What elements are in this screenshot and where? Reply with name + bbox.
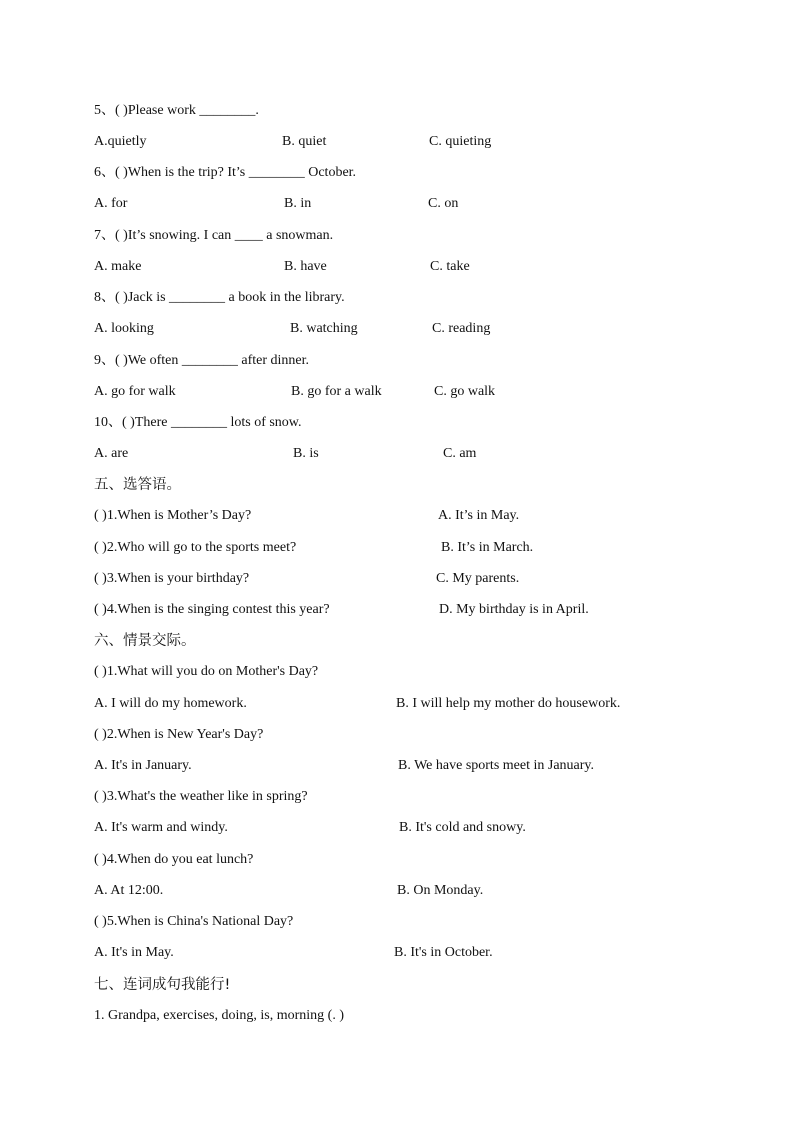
option-b: B. in: [284, 196, 312, 211]
match-answer: C. My parents.: [436, 571, 520, 586]
sentence-item-1: 1. Grandpa, exercises, doing, is, morning (. ): [94, 1008, 344, 1023]
dialog-4-question: ( )4.When do you eat lunch?: [94, 852, 254, 867]
option-b: B. quiet: [282, 134, 327, 149]
option-c: C. quieting: [429, 134, 492, 149]
match-answer: B. It’s in March.: [441, 540, 534, 555]
section-5-title: 五、选答语。: [94, 477, 181, 493]
option-b: B. go for a walk: [291, 384, 382, 399]
option-a: A. It's in May.: [94, 945, 174, 960]
option-b: B. On Monday.: [397, 883, 484, 898]
match-question: ( )1.When is Mother’s Day?: [94, 508, 252, 523]
option-b: B. is: [293, 446, 319, 461]
option-a: A. I will do my homework.: [94, 696, 247, 711]
dialog-5-question: ( )5.When is China's National Day?: [94, 914, 294, 929]
question-9-stem: 9、( )We often ________ after dinner.: [94, 353, 310, 368]
option-a: A. It's in January.: [94, 758, 192, 773]
option-c: C. go walk: [434, 384, 496, 399]
option-c: C. on: [428, 196, 459, 211]
option-a: A. It's warm and windy.: [94, 820, 228, 835]
question-6-stem: 6、( )When is the trip? It’s ________ October.: [94, 165, 357, 180]
question-8-stem: 8、( )Jack is ________ a book in the library.: [94, 290, 345, 305]
match-answer: A. It’s in May.: [438, 508, 520, 523]
option-a: A. looking: [94, 321, 154, 336]
option-c: C. take: [430, 259, 470, 274]
option-a: A. are: [94, 446, 129, 461]
match-answer: D. My birthday is in April.: [439, 602, 589, 617]
option-b: B. have: [284, 259, 327, 274]
option-b: B. I will help my mother do housework.: [396, 696, 621, 711]
option-a: A. make: [94, 259, 142, 274]
question-5-stem: 5、( )Please work ________.: [94, 103, 259, 118]
option-c: C. reading: [432, 321, 491, 336]
section-7-title: 七、连词成句我能行!: [94, 977, 231, 993]
option-b: B. watching: [290, 321, 358, 336]
match-question: ( )3.When is your birthday?: [94, 571, 250, 586]
dialog-1-question: ( )1.What will you do on Mother's Day?: [94, 664, 319, 679]
match-question: ( )4.When is the singing contest this year?: [94, 602, 330, 617]
option-b: B. It's cold and snowy.: [399, 820, 526, 835]
option-a: A. go for walk: [94, 384, 176, 399]
option-c: C. am: [443, 446, 477, 461]
question-7-stem: 7、( )It’s snowing. I can ____ a snowman.: [94, 228, 334, 243]
dialog-3-question: ( )3.What's the weather like in spring?: [94, 789, 308, 804]
match-question: ( )2.Who will go to the sports meet?: [94, 540, 297, 555]
option-b: B. It's in October.: [394, 945, 493, 960]
dialog-2-question: ( )2.When is New Year's Day?: [94, 727, 264, 742]
question-10-stem: 10、( )There ________ lots of snow.: [94, 415, 302, 430]
option-a: A. At 12:00.: [94, 883, 164, 898]
option-a: A. for: [94, 196, 128, 211]
section-6-title: 六、情景交际。: [94, 633, 196, 649]
option-a: A.quietly: [94, 134, 147, 149]
option-b: B. We have sports meet in January.: [398, 758, 594, 773]
